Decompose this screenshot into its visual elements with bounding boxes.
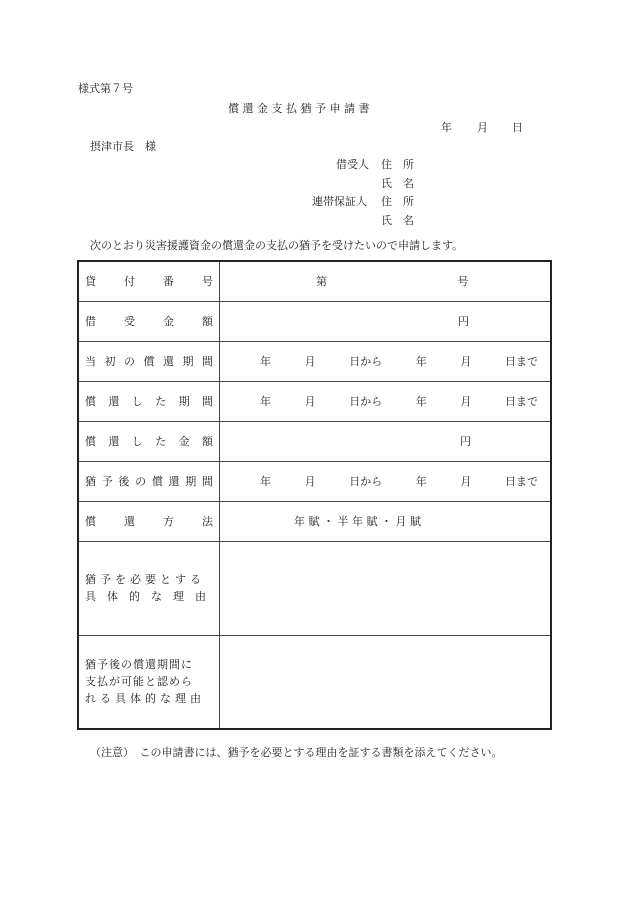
- date-part: 日から: [349, 395, 383, 408]
- row-post-deferral-period: [78, 461, 551, 501]
- char: 間: [201, 395, 213, 408]
- label-line: 猶予後の償還期間に: [85, 658, 193, 672]
- char: 法: [202, 515, 213, 528]
- date-part: 月: [304, 355, 316, 368]
- date-part: 月: [460, 395, 472, 408]
- label-line: 猶予を必要とする: [85, 573, 205, 586]
- field-repaid-period[interactable]: [220, 381, 552, 421]
- date-part: 月: [460, 475, 472, 488]
- char: 付: [124, 275, 135, 289]
- date-part: 年: [260, 395, 271, 408]
- label-reason: [78, 541, 220, 635]
- row-borrowed-amount: [78, 301, 551, 341]
- repayment-method-options: 年 賦 ・ 半 年 賦 ・ 月 賦: [294, 515, 421, 528]
- date-part: 月: [304, 475, 316, 488]
- char: 貸: [85, 275, 96, 289]
- row-ability: [78, 635, 551, 729]
- char: 償: [143, 355, 155, 368]
- yen-unit: 円: [458, 315, 469, 328]
- date-part: 日まで: [504, 355, 538, 368]
- row-reason: [78, 541, 551, 635]
- char: た: [155, 395, 167, 408]
- application-table: [77, 260, 552, 730]
- field-ability[interactable]: [220, 635, 552, 729]
- char: の: [124, 355, 135, 368]
- label-post-deferral-period: [78, 461, 220, 501]
- field-reason[interactable]: [220, 541, 552, 635]
- char: 償: [151, 475, 163, 488]
- char: し: [131, 395, 143, 408]
- date-part: 月: [304, 395, 316, 408]
- field-repaid-amount[interactable]: [220, 421, 552, 461]
- char: 償: [85, 435, 96, 448]
- char: 間: [201, 475, 213, 488]
- date-day: 日: [512, 121, 523, 134]
- char: 還: [108, 395, 120, 408]
- char: 間: [202, 355, 213, 368]
- char: 後: [118, 475, 130, 488]
- char: 還: [108, 435, 120, 448]
- label-initial-period: [78, 341, 220, 381]
- char: 予: [101, 475, 113, 488]
- char: 号: [202, 275, 213, 289]
- loan-number-suffix: 号: [457, 275, 469, 289]
- char: 当: [85, 355, 96, 368]
- intro-text: 次のとおり災害援護資金の償還金の支払の猶予を受けたいので申請します。: [90, 239, 464, 252]
- yen-unit: 円: [460, 435, 471, 448]
- date-year: 年: [441, 121, 452, 134]
- label-ability: [78, 635, 220, 729]
- field-loan-number[interactable]: [220, 261, 552, 301]
- field-borrowed-amount[interactable]: [220, 301, 552, 341]
- char: 額: [201, 435, 213, 448]
- addressee: 摂津市長 様: [90, 140, 156, 153]
- date-part: 日から: [349, 475, 383, 488]
- date-part: 年: [260, 475, 271, 488]
- guarantor-label: 連帯保証人: [312, 195, 367, 208]
- label-repaid-period: [78, 381, 220, 421]
- row-repaid-period: [78, 381, 551, 421]
- field-initial-period[interactable]: [220, 341, 552, 381]
- char: 期: [185, 475, 197, 488]
- guarantor-name-label: 氏 名: [381, 214, 414, 227]
- guarantor-address-label: 住 所: [381, 195, 414, 208]
- char: 還: [124, 515, 135, 528]
- char: 額: [202, 315, 213, 328]
- document-title: 償 還 金 支 払 猶 予 申 請 書: [228, 102, 370, 115]
- date-part: 月: [460, 355, 472, 368]
- date-part: 年: [415, 475, 427, 488]
- row-repayment-method: [78, 501, 551, 541]
- char: 期: [182, 355, 194, 368]
- char: し: [131, 435, 143, 448]
- row-repaid-amount: [78, 421, 551, 461]
- date-month: 月: [477, 121, 488, 134]
- label-line: 支払が可能と認めら: [85, 675, 193, 689]
- char: の: [135, 475, 147, 488]
- char: 借: [85, 315, 96, 328]
- borrower-address-label: 住 所: [381, 158, 414, 171]
- char: た: [155, 435, 167, 448]
- label-repayment-method: [78, 501, 220, 541]
- char: 還: [168, 475, 180, 488]
- label-loan-number: [78, 261, 220, 301]
- char: 初: [104, 355, 116, 368]
- date-part: 年: [260, 355, 271, 368]
- label-repaid-amount: [78, 421, 220, 461]
- char: 金: [178, 435, 190, 448]
- row-initial-period: [78, 341, 551, 381]
- label-borrowed-amount: [78, 301, 220, 341]
- char: 方: [163, 515, 174, 528]
- label-line: れる具体的な理由: [85, 692, 205, 706]
- char: 還: [163, 355, 174, 368]
- field-repayment-method[interactable]: [220, 501, 552, 541]
- date-part: 日まで: [504, 395, 538, 408]
- note-text: （注意） この申請書には、猶予を必要とする理由を証する書類を添えてください。: [90, 746, 503, 759]
- date-part: 年: [415, 395, 427, 408]
- char: 番: [163, 275, 174, 289]
- borrower-name-label: 氏 名: [381, 177, 414, 190]
- row-loan-number: [78, 261, 551, 301]
- char: 金: [163, 315, 174, 328]
- field-post-deferral-period[interactable]: [220, 461, 552, 501]
- char: 猶: [85, 475, 96, 488]
- label-line: 具 体 的 な 理 由: [85, 590, 206, 603]
- char: 受: [124, 315, 135, 328]
- form-number: 様式第７号: [78, 82, 133, 95]
- char: 償: [85, 395, 96, 408]
- date-part: 日から: [349, 355, 383, 368]
- borrower-label: 借受人: [336, 158, 369, 171]
- char: 償: [85, 515, 96, 528]
- loan-number-prefix: 第: [316, 275, 327, 289]
- date-part: 日まで: [504, 475, 538, 488]
- date-part: 年: [415, 355, 427, 368]
- char: 期: [178, 395, 190, 408]
